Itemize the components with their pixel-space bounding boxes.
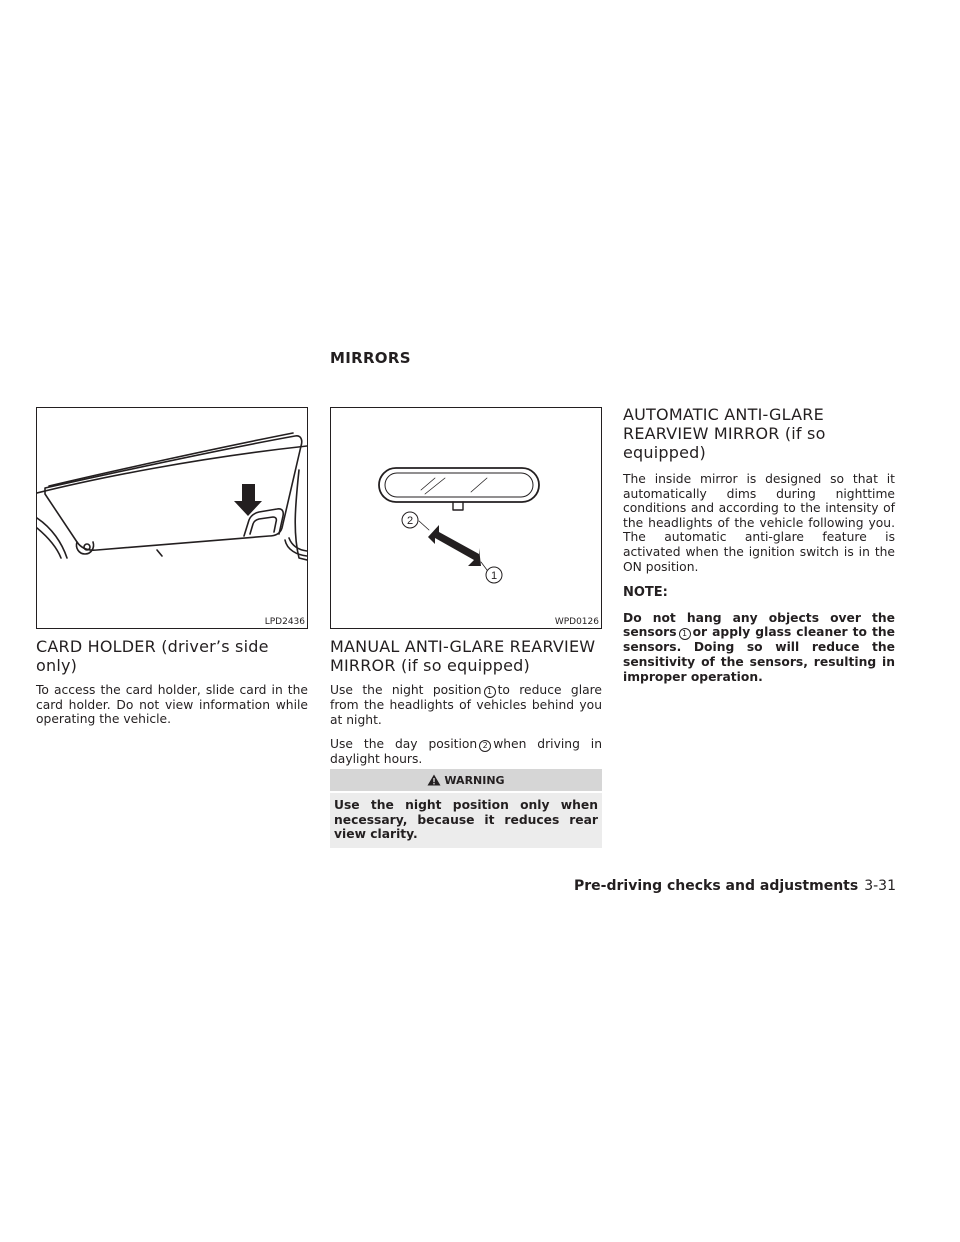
auto-mirror-section bbox=[623, 405, 895, 684]
warning-body bbox=[330, 793, 602, 848]
section-title: MIRRORS bbox=[330, 349, 411, 367]
manual-mirror-heading-line1: MANUAL ANTI-GLARE REARVIEW bbox=[330, 637, 596, 656]
note-text: Do not hang any objects over the sensors 1 or apply glass cleaner to the sensors. Doing so will reduce the sensitivity of the sensors, resulting in improper operation. bbox=[623, 610, 895, 684]
auto-mirror-body: The inside mirror is designed so that it automatically dims during nighttime conditions and according to the intensity of the headlights of the vehicle following you. The automatic anti-glare feature is activated when the ignition switch is in the ON position. bbox=[623, 472, 895, 574]
callout-marker-icon: 1 bbox=[484, 686, 496, 698]
manual-mirror-section bbox=[330, 637, 602, 767]
card-holder-section bbox=[36, 637, 308, 727]
card-holder-heading: CARD HOLDER (driver’s side only) bbox=[36, 637, 269, 675]
card-holder-figure bbox=[36, 407, 308, 629]
warning-label: WARNING bbox=[444, 773, 505, 787]
warning-text: Use the night position only when necessary, because it reduces rear view clarity. bbox=[334, 798, 598, 842]
callout-marker-icon: 2 bbox=[479, 740, 491, 752]
rearview-mirror-illustration bbox=[331, 408, 601, 628]
callout-1: 1 bbox=[490, 570, 498, 582]
figure-id: WPD0126 bbox=[554, 617, 599, 627]
card-holder-body: To access the card holder, slide card in the card holder. Do not view information while operating the vehicle. bbox=[36, 683, 308, 727]
figure-id: LPD2436 bbox=[264, 617, 305, 627]
callout-2: 2 bbox=[406, 515, 414, 527]
manual-mirror-figure bbox=[330, 407, 602, 629]
night-position-paragraph: Use the night position 1 to reduce glare from the headlights of vehicles behind you at night. bbox=[330, 683, 602, 727]
page-footer bbox=[574, 878, 896, 894]
chapter-title: Pre-driving checks and adjustments bbox=[574, 878, 859, 894]
day-position-paragraph: Use the day position 2 when driving in daylight hours. bbox=[330, 737, 602, 767]
page-number: 3-31 bbox=[864, 878, 896, 894]
down-arrow-icon bbox=[234, 484, 262, 516]
callout-marker-icon: 1 bbox=[679, 628, 691, 640]
sun-visor-illustration bbox=[37, 408, 307, 628]
warning-icon bbox=[427, 774, 441, 786]
note-label: NOTE: bbox=[623, 585, 668, 601]
manual-mirror-heading-line2: MIRROR (if so equipped) bbox=[330, 656, 530, 675]
auto-mirror-heading-line2: REARVIEW MIRROR (if so equipped) bbox=[623, 424, 826, 462]
warning-header bbox=[330, 769, 602, 791]
auto-mirror-heading-line1: AUTOMATIC ANTI-GLARE bbox=[623, 405, 824, 424]
